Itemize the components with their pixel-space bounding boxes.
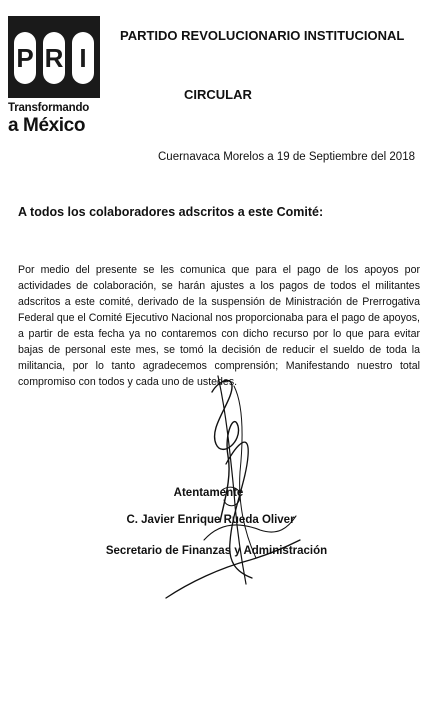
- signer-title: Secretario de Finanzas y Administración: [105, 545, 328, 557]
- logo-letter-i: I: [72, 32, 94, 84]
- salutation: A todos los colaboradores adscritos a este Comité:: [18, 205, 324, 219]
- pri-logo-emblem: [8, 16, 100, 98]
- document-type: CIRCULAR: [184, 87, 252, 102]
- closing-farewell: Atentamente: [173, 487, 244, 499]
- body-paragraph: Por medio del presente se les comunica que para el pago de los apoyos por actividades de colaboración, se harán ajustes a los pagos de todos el militantes adscritos a este comité, derivado de la suspensión de Ministración de Prerrogativa Federal que el Comité Ejecutivo Nacional nos proporcionaba para el pago de apoyos, a partir de esta fecha ya no contaremos con dicho recurso por lo que para evitar bajas de personal este mes, se tomó la decisión de reducir el sueldo de toda la militancia, por lo tanto agradecemos comprensión; Manifestando nuestro total compromiso con todos y cada uno de ustedes.: [18, 264, 420, 388]
- signer-name: C. Javier Enrique Rueda Oliver: [126, 514, 295, 526]
- logo-letter-p: P: [14, 32, 36, 84]
- pri-logo: [8, 16, 100, 136]
- logo-tagline-2: a México: [8, 115, 86, 136]
- place-date: Cuernavaca Morelos a 19 de Septiembre del 2018: [158, 151, 415, 163]
- logo-letter-r: R: [43, 32, 65, 84]
- logo-tagline-1: Transformando: [8, 102, 90, 114]
- party-name: PARTIDO REVOLUCIONARIO INSTITUCIONAL: [120, 28, 405, 43]
